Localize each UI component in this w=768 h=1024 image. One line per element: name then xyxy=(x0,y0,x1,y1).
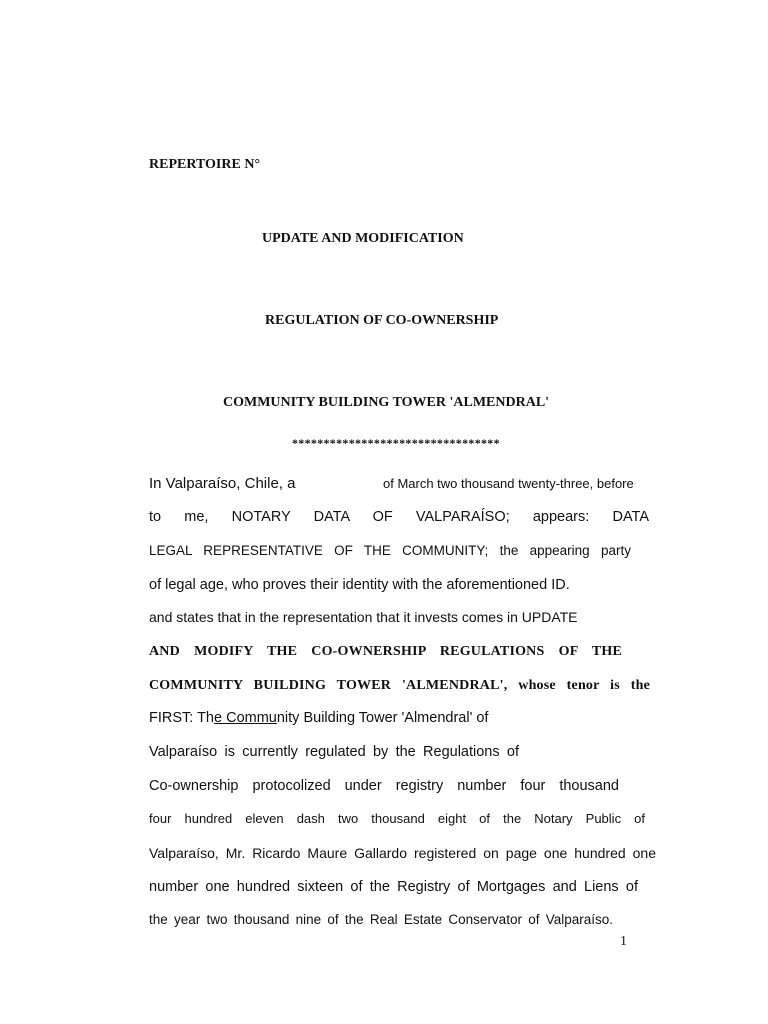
body-line-1 xyxy=(149,475,649,493)
repertoire-heading: REPERTOIRE N° xyxy=(149,157,261,172)
body-line-1b: of March two thousand twenty-three, before xyxy=(383,476,634,491)
body-line-13: number one hundred sixteen of the Registry of Mortgages and Liens of xyxy=(149,879,638,895)
page-number: 1 xyxy=(620,934,627,949)
body-line-7: COMMUNITY BUILDING TOWER 'ALMENDRAL', whose tenor is the xyxy=(149,678,650,693)
body-line-8a: FIRST: Th xyxy=(149,710,214,726)
separator-stars: ********************************* xyxy=(292,436,500,450)
body-line-8 xyxy=(149,710,488,726)
body-line-3: LEGAL REPRESENTATIVE OF THE COMMUNITY; the appearing party xyxy=(149,543,631,558)
body-line-10: Co-ownership protocolized under registry number four thousand xyxy=(149,778,619,794)
title-update-modification: UPDATE AND MODIFICATION xyxy=(262,231,464,246)
body-line-8b-underlined: e Commu xyxy=(214,710,277,726)
body-line-9: Valparaíso is currently regulated by the Regulations of xyxy=(149,744,519,760)
body-line-5: and states that in the representation that it invests comes in UPDATE xyxy=(149,609,578,625)
body-line-12: Valparaíso, Mr. Ricardo Maure Gallardo registered on page one hundred one xyxy=(149,845,656,861)
body-line-8c: nity Building Tower 'Almendral' of xyxy=(276,710,489,726)
body-line-2: to me, NOTARY DATA OF VALPARAÍSO; appears: DATA xyxy=(149,509,649,525)
body-line-4: of legal age, who proves their identity with the aforementioned ID. xyxy=(149,577,570,593)
title-regulation: REGULATION OF CO-OWNERSHIP xyxy=(265,313,499,328)
body-line-14: the year two thousand nine of the Real Estate Conservator of Valparaíso. xyxy=(149,912,613,927)
body-line-6: AND MODIFY THE CO-OWNERSHIP REGULATIONS OF THE xyxy=(149,644,622,659)
body-line-1a: In Valparaíso, Chile, a xyxy=(149,475,296,492)
body-line-11: four hundred eleven dash two thousand eight of the Notary Public of xyxy=(149,811,645,826)
title-community-building: COMMUNITY BUILDING TOWER 'ALMENDRAL' xyxy=(223,395,550,410)
